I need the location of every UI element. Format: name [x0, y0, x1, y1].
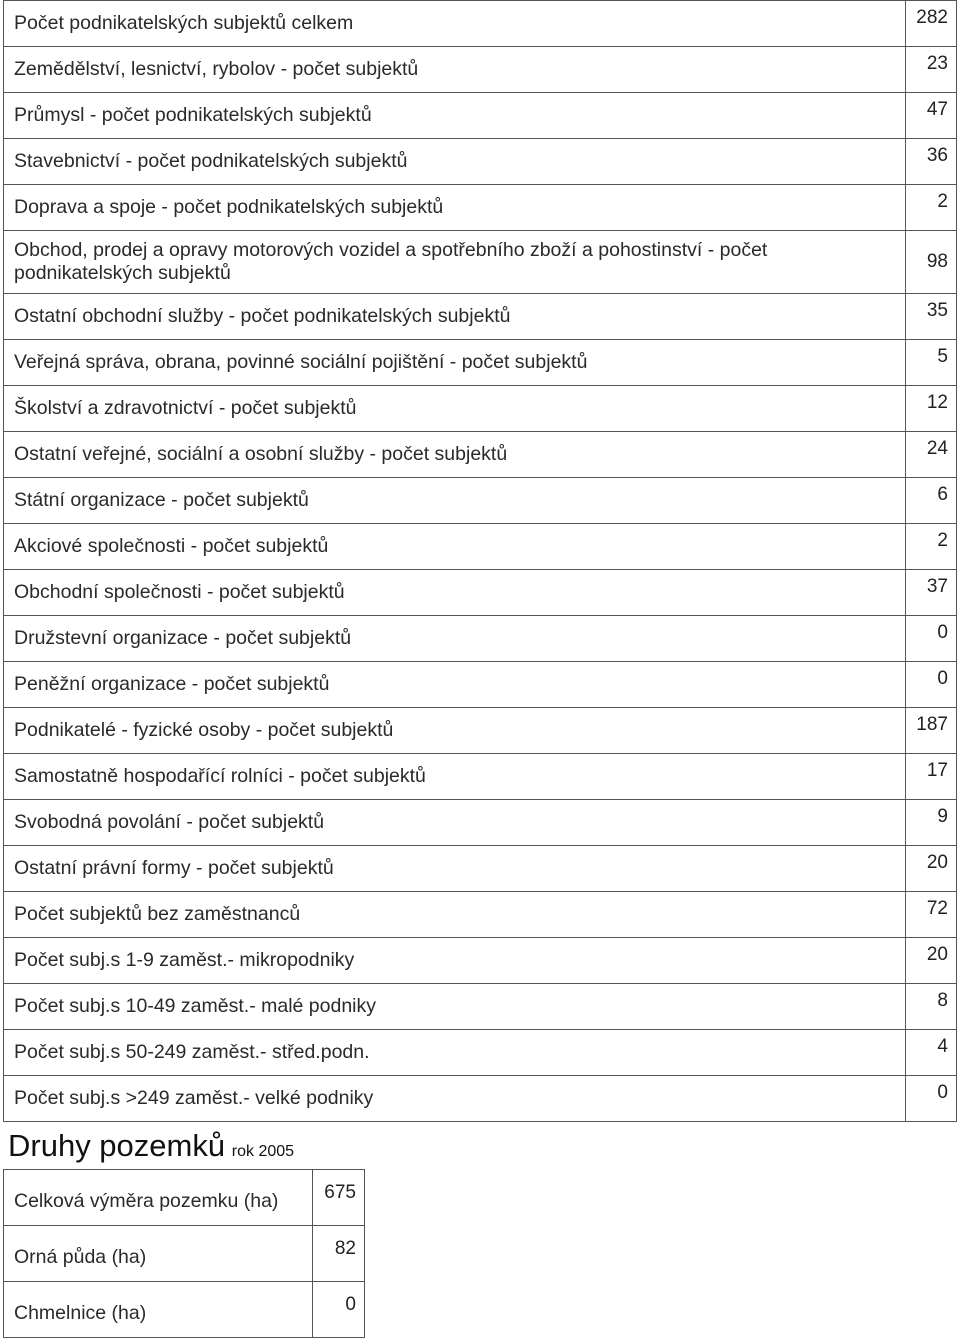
table-row	[4, 524, 957, 570]
row-label: Státní organizace - počet subjektů	[4, 478, 906, 524]
table-row	[4, 754, 957, 800]
row-value: 675	[313, 1170, 365, 1226]
row-label: Stavebnictví - počet podnikatelských subjektů	[4, 139, 906, 185]
row-value: 47	[906, 93, 957, 139]
table-row	[4, 1076, 957, 1122]
row-value: 2	[906, 185, 957, 231]
table-row	[4, 616, 957, 662]
row-value: 35	[906, 294, 957, 340]
row-value: 5	[906, 340, 957, 386]
row-value: 8	[906, 984, 957, 1030]
row-label: Počet subj.s 50-249 zaměst.- střed.podn.	[4, 1030, 906, 1076]
table-row	[4, 1, 957, 47]
row-label: Počet subj.s 1-9 zaměst.- mikropodniky	[4, 938, 906, 984]
row-label: Počet subj.s >249 zaměst.- velké podniky	[4, 1076, 906, 1122]
row-label: Doprava a spoje - počet podnikatelských subjektů	[4, 185, 906, 231]
row-label: Zemědělství, lesnictví, rybolov - počet subjektů	[4, 47, 906, 93]
row-value: 6	[906, 478, 957, 524]
row-value: 2	[906, 524, 957, 570]
row-value: 0	[906, 662, 957, 708]
row-label: Počet podnikatelských subjektů celkem	[4, 1, 906, 47]
row-value: 20	[906, 938, 957, 984]
row-label: Chmelnice (ha)	[4, 1282, 313, 1338]
table-row	[4, 294, 957, 340]
table-row	[4, 1226, 365, 1282]
row-value: 9	[906, 800, 957, 846]
table-row	[4, 231, 957, 294]
row-label: Školství a zdravotnictví - počet subjektů	[4, 386, 906, 432]
row-value: 36	[906, 139, 957, 185]
row-label: Průmysl - počet podnikatelských subjektů	[4, 93, 906, 139]
table-row	[4, 662, 957, 708]
table-row	[4, 984, 957, 1030]
row-label: Veřejná správa, obrana, povinné sociální pojištění - počet subjektů	[4, 340, 906, 386]
row-value: 20	[906, 846, 957, 892]
row-value: 0	[313, 1282, 365, 1338]
row-label: Samostatně hospodařící rolníci - počet subjektů	[4, 754, 906, 800]
row-value: 72	[906, 892, 957, 938]
row-value: 187	[906, 708, 957, 754]
table-row	[4, 708, 957, 754]
row-value: 4	[906, 1030, 957, 1076]
table-row	[4, 432, 957, 478]
row-value: 24	[906, 432, 957, 478]
table-row	[4, 1170, 365, 1226]
row-label: Ostatní obchodní služby - počet podnikatelských subjektů	[4, 294, 906, 340]
row-value: 0	[906, 1076, 957, 1122]
row-value: 17	[906, 754, 957, 800]
row-value: 37	[906, 570, 957, 616]
row-label: Družstevní organizace - počet subjektů	[4, 616, 906, 662]
row-label: Počet subjektů bez zaměstnanců	[4, 892, 906, 938]
table-row	[4, 386, 957, 432]
table-row	[4, 185, 957, 231]
row-label: Peněžní organizace - počet subjektů	[4, 662, 906, 708]
row-value: 282	[906, 1, 957, 47]
row-value: 23	[906, 47, 957, 93]
row-label: Podnikatelé - fyzické osoby - počet subjektů	[4, 708, 906, 754]
row-value: 82	[313, 1226, 365, 1282]
row-label: Obchodní společnosti - počet subjektů	[4, 570, 906, 616]
table-row	[4, 47, 957, 93]
row-label: Svobodná povolání - počet subjektů	[4, 800, 906, 846]
row-label: Orná půda (ha)	[4, 1226, 313, 1282]
business-subjects-table	[3, 0, 957, 1122]
row-value: 98	[906, 231, 957, 294]
row-label: Akciové společnosti - počet subjektů	[4, 524, 906, 570]
row-label: Ostatní veřejné, sociální a osobní služby - počet subjektů	[4, 432, 906, 478]
table-row	[4, 1282, 365, 1338]
table-row	[4, 139, 957, 185]
table-row	[4, 892, 957, 938]
table-row	[4, 340, 957, 386]
row-value: 12	[906, 386, 957, 432]
row-label: Ostatní právní formy - počet subjektů	[4, 846, 906, 892]
land-types-table	[3, 1169, 365, 1338]
row-label: Obchod, prodej a opravy motorových vozidel a spotřebního zboží a pohostinství - počet podnikatelských subjektů	[4, 231, 906, 294]
row-label: Celková výměra pozemku (ha)	[4, 1170, 313, 1226]
row-value: 0	[906, 616, 957, 662]
table-row	[4, 846, 957, 892]
table-row	[4, 93, 957, 139]
table-row	[4, 800, 957, 846]
table-row	[4, 478, 957, 524]
section-title: Druhy pozemků	[8, 1128, 226, 1163]
table-row	[4, 938, 957, 984]
section-subtitle: rok 2005	[231, 1143, 295, 1160]
table-row	[4, 1030, 957, 1076]
table-row	[4, 570, 957, 616]
row-label: Počet subj.s 10-49 zaměst.- malé podniky	[4, 984, 906, 1030]
section-heading	[8, 1128, 294, 1164]
